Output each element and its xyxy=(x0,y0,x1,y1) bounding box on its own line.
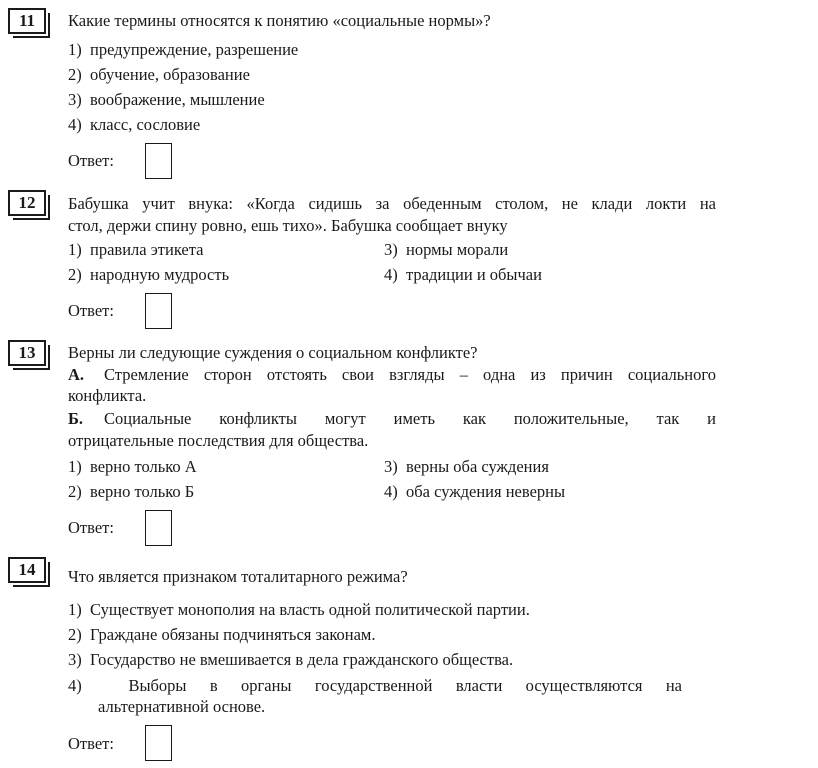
question-12-text-line2: стол, держи спину ровно, ешь тихо». Бабушка сообщает внуку xyxy=(68,216,508,235)
q14-option-1[interactable]: 1) Существует монополия на власть одной политической партии. xyxy=(68,600,530,619)
statement-b-line2: отрицательные последствия для общества. xyxy=(68,431,369,450)
q11-answer-label: Ответ: xyxy=(68,151,114,170)
q14-option-4-line2: альтернативной основе. xyxy=(98,697,266,716)
question-14-text: Что является признаком тоталитарного режима? xyxy=(68,567,408,586)
question-number-11: 11 xyxy=(8,8,46,34)
statement-b-label: Б. xyxy=(68,409,84,428)
statement-a-line2: конфликта. xyxy=(68,386,147,405)
q12-option-2[interactable]: 2) народную мудрость xyxy=(68,265,230,284)
q11-option-3[interactable]: 3) воображение, мышление xyxy=(68,90,265,109)
q13-option-1[interactable]: 1) верно только А xyxy=(68,457,197,476)
statement-a-line1: Стремление сторон отстоять свои взгляды – одна из причин социального xyxy=(104,365,716,384)
statement-b-line1: Социальные конфликты могут иметь как положительные, так и xyxy=(104,409,716,428)
q12-option-4[interactable]: 4) традиции и обычаи xyxy=(384,265,542,284)
question-number-14: 14 xyxy=(8,557,46,583)
q13-option-4[interactable]: 4) оба суждения неверны xyxy=(384,482,566,501)
question-number-13: 13 xyxy=(8,340,46,366)
q11-option-1[interactable]: 1) предупреждение, разрешение xyxy=(68,40,299,59)
q13-answer-box[interactable] xyxy=(145,510,172,546)
statement-a-label: А. xyxy=(68,365,85,384)
q12-answer-box[interactable] xyxy=(145,293,172,329)
q14-answer-label: Ответ: xyxy=(68,734,114,753)
q14-option-4-line1[interactable]: 4) Выборы в органы государственной власти осуществляются на xyxy=(68,676,682,695)
q14-option-2[interactable]: 2) Граждане обязаны подчиняться законам. xyxy=(68,625,376,644)
q13-option-2[interactable]: 2) верно только Б xyxy=(68,482,195,501)
q14-answer-box[interactable] xyxy=(145,725,172,761)
q12-answer-label: Ответ: xyxy=(68,301,114,320)
q11-option-2[interactable]: 2) обучение, образование xyxy=(68,65,250,84)
question-12-text-line1: Бабушка учит внука: «Когда сидишь за обеденным столом, не клади локти на xyxy=(68,194,716,213)
q14-option-3[interactable]: 3) Государство не вмешивается в дела гражданского общества. xyxy=(68,650,514,669)
question-13-text: Верны ли следующие суждения о социальном конфликте? xyxy=(68,343,478,362)
q11-option-4[interactable]: 4) класс, сословие xyxy=(68,115,201,134)
question-number-12: 12 xyxy=(8,190,46,216)
q13-option-3[interactable]: 3) верны оба суждения xyxy=(384,457,549,476)
q12-option-1[interactable]: 1) правила этикета xyxy=(68,240,204,259)
q12-option-3[interactable]: 3) нормы морали xyxy=(384,240,509,259)
question-11-text: Какие термины относятся к понятию «социальные нормы»? xyxy=(68,11,491,30)
q13-answer-label: Ответ: xyxy=(68,518,114,537)
q11-answer-box[interactable] xyxy=(145,143,172,179)
